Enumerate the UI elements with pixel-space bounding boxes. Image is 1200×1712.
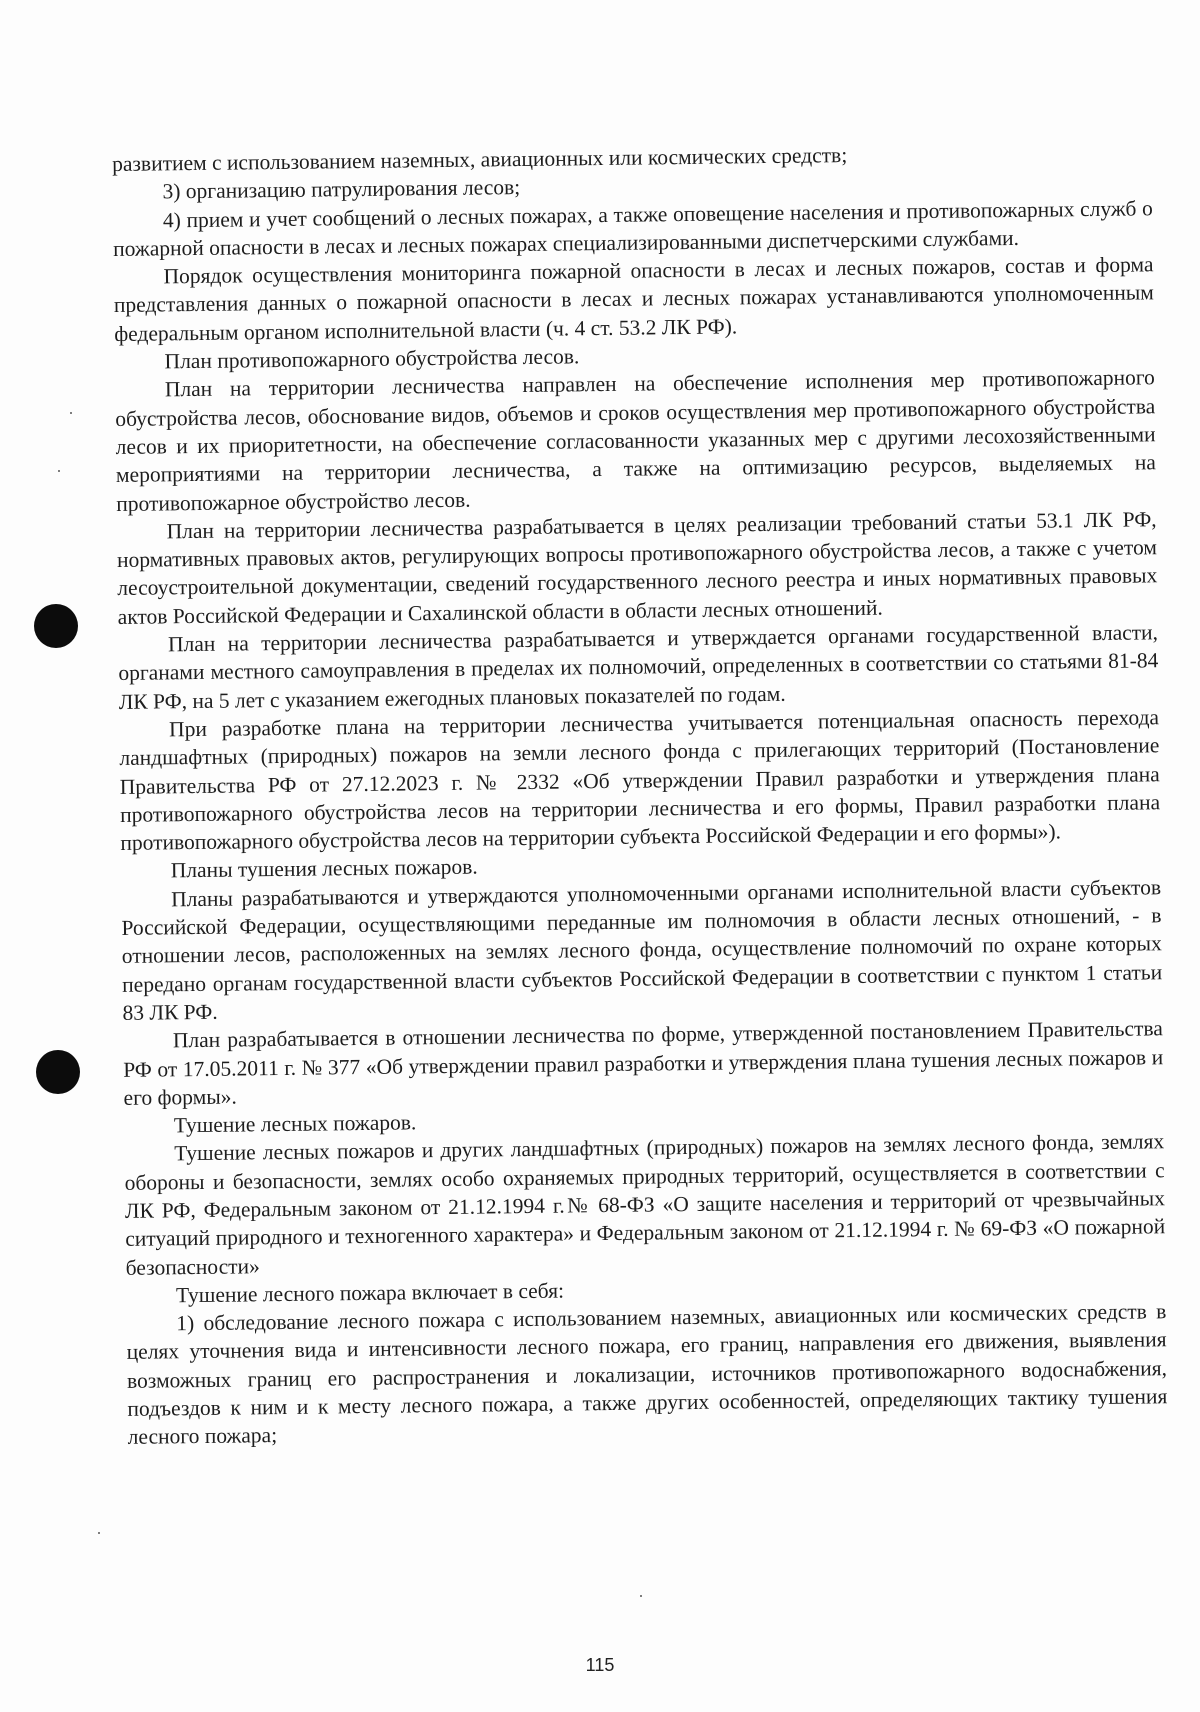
scan-speck [70,412,72,414]
paragraph: Порядок осуществления мониторинга пожарной опасности в лесах и лесных пожаров, состав и форма представления данных о пожарной опасности в лесах и лесных пожарах устанавливаются уполномоченным федеральным органом исполнительной власти (ч. 4 ст. 53.2 ЛК РФ). [113,252,1154,346]
paragraph: План разрабатывается в отношении лесничества по форме, утвержденной постановлением Правительства РФ от 17.05.2011 г. № 377 «Об утверждении правил разработки и утверждения плана тушения лесных пожаров и его формы». [123,1016,1164,1110]
paragraph: Тушение лесных пожаров и других ландшафтных (природных) пожаров на землях лесного фонда, землях обороны и безопасности, землях особо охраняемых природных территорий, осуществляется в соответствии с ЛК РФ, Федеральным законом от 21.12.1994 г.№ 68-ФЗ «О защите населения и территорий от чрезвычайных ситуаций природного и техногенного характера» и Федеральным законом от 21.12.1994 г. № 69-ФЗ «О пожарной безопасности» [124,1129,1166,1280]
punch-hole [34,604,78,648]
paragraph: План противопожарного обустройства лесов. [164,344,580,374]
paragraph: При разработке плана на территории лесничества учитывается потенциальная опасность перехода ландшафтных (природных) пожаров на земли лесного фонда с прилегающих территорий (Постановление Правительства РФ от 27.12.2023 г. № 2332 «Об утверждении Правил разработки и утверждения плана противопожарного обустройства лесов на территории лесничества и его формы, Правил разработки плана противопожарного обустройства лесов на территории субъекта Российской Федерации и его формы»). [119,705,1161,856]
paragraph: Планы тушения лесных пожаров. [170,855,478,883]
paragraph: 1) обследование лесного пожара с использованием наземных, авиационных или космических средств в целях уточнения вида и интенсивности лесного пожара, его границ, направления его движения, выявления возможных границ его распространения и локализации, источников противопожарного водоснабжения, подъездов к ним и к месту лесного пожара, а также других особенностей, определяющих тактику тушения лесного пожара; [126,1299,1168,1450]
paragraph: Планы разрабатываются и утверждаются уполномоченными органами исполнительной власти субъектов Российской Федерации, осуществляющими переданные им полномочия в области лесных отношений, - в отношении лесов, расположенных на землях лесного фонда, осуществление полномочий по охране которых передано органам государственной власти субъектов Российской Федерации в соответствии с пунктом 1 статьи 83 ЛК РФ. [121,874,1163,1025]
punch-hole [36,1050,80,1094]
scan-speck [640,1595,642,1597]
paragraph: развитием с использованием наземных, авиационных или космических средств; [112,143,848,176]
paragraph: План на территории лесничества разрабатывается и утверждается органами государственной власти, органами местного самоуправления в пределах их полномочий, определенных в соответствии со статьями 81-84 ЛК РФ, на 5 лет с указанием ежегодных плановых показателей по годам. [118,620,1159,714]
paragraph: 3) организацию патрулирования лесов; [162,175,521,204]
paragraph: 4) прием и учет сообщений о лесных пожарах, а также оповещение населения и противопожарных служб о пожарной опасности в лесах и лесных пожарах специализированными диспетчерскими службами. [113,195,1153,261]
document-body [112,137,1168,1451]
scan-speck [98,1532,100,1534]
page-number: 115 [585,1655,615,1675]
paragraph: План на территории лесничества разрабатывается в целях реализации требований статьи 53.1 ЛК РФ, нормативных правовых актов, регулирующих вопросы противопожарного обустройства лесов, а также с учетом лесоустроительной документации, сведений государственного лесного реестра и иных нормативных правовых актов Российской Федерации и Сахалинской области в области лесных отношений. [116,507,1158,629]
scan-speck [58,470,60,472]
paragraph: Тушение лесного пожара включает в себя: [175,1278,565,1308]
paragraph: План на территории лесничества направлен на обеспечение исполнения мер противопожарного обустройства лесов, обоснование видов, объемов и сроков осуществления мер противопожарного обустройства лесов и их приоритетности, на обеспечение согласованности указанных мер с другими лесохозяйственными мероприятиями на территории лесничества, а также на оптимизацию ресурсов, выделяемых на противопожарное обустройство лесов. [115,365,1157,516]
paragraph: Тушение лесных пожаров. [173,1110,417,1138]
